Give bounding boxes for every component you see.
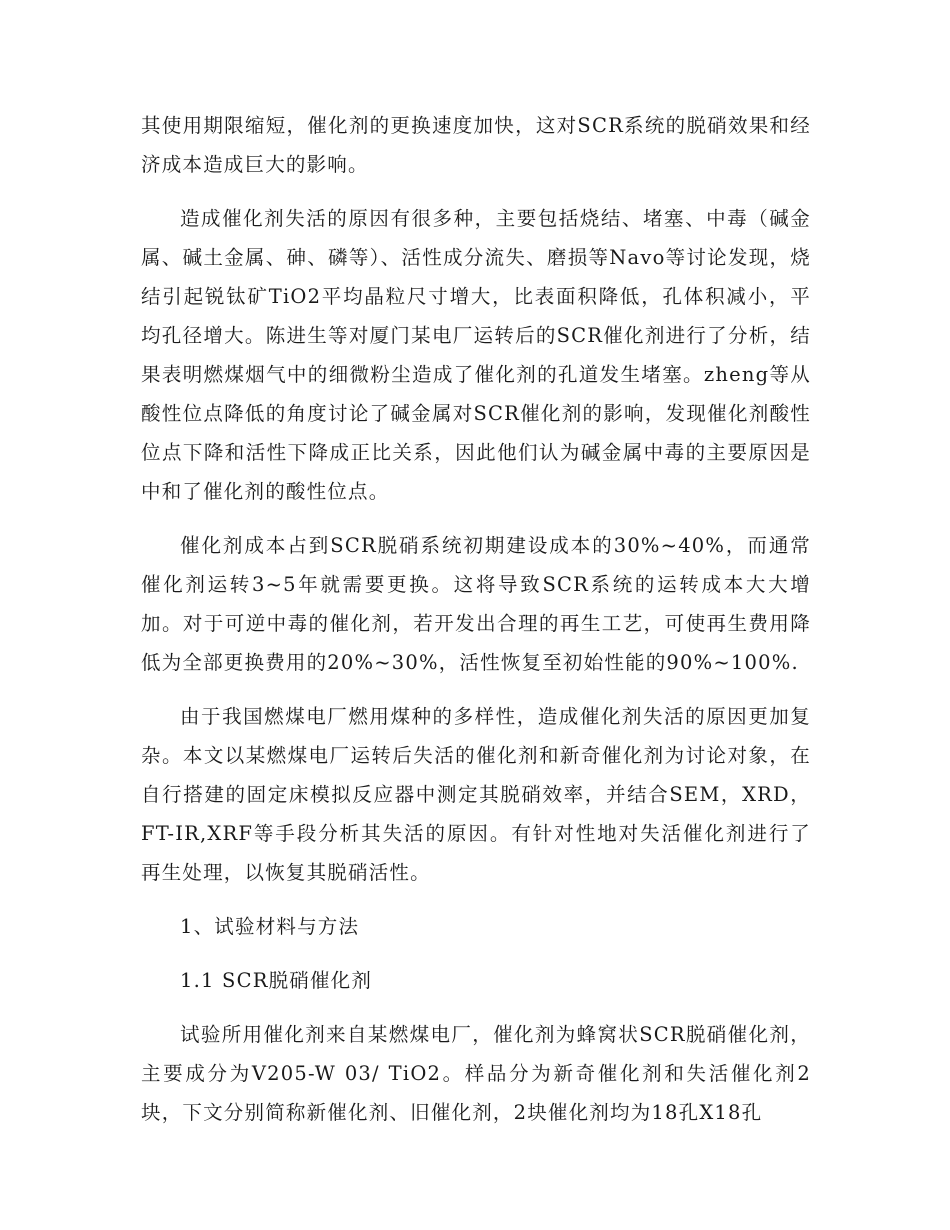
paragraph-continuation: 其使用期限缩短，催化剂的更换速度加快，这对SCR系统的脱硝效果和经济成本造成巨大的影响。 [141, 114, 811, 176]
paragraph-gap [141, 1000, 811, 1015]
paragraph-catalyst-samples: 试验所用催化剂来自某燃煤电厂，催化剂为蜂窝状SCR脱硝催化剂，主要成分为V205-W 03/ TiO2。样品分为新奇催化剂和失活催化剂2块，下文分别简称新催化剂、旧催化剂，2块催化剂均为18孔X18孔 [141, 1023, 811, 1124]
paragraph-gap [141, 946, 811, 961]
paragraph-gap [141, 184, 811, 199]
document-page [141, 106, 811, 1132]
section-heading-materials-methods: 1、试验材料与方法 [180, 915, 360, 938]
paragraph-gap [141, 511, 811, 526]
paragraph-gap [141, 682, 811, 697]
paragraph-catalyst-cost: 催化剂成本占到SCR脱硝系统初期建设成本的30%~40%，而通常催化剂运转3~5年就需要更换。这将导致SCR系统的运转成本大大增加。对于可逆中毒的催化剂，若开发出合理的再生工艺，可使再生费用降低为全部更换费用的20%~30%，活性恢复至初始性能的90%~100%. [141, 534, 811, 674]
paragraph-study-scope: 由于我国燃煤电厂燃用煤种的多样性，造成催化剂失活的原因更加复杂。本文以某燃煤电厂运转后失活的催化剂和新奇催化剂为讨论对象，在自行搭建的固定床模拟反应器中测定其脱硝效率，并结合SEM，XRD，FT-IR,XRF等手段分析其失活的原因。有针对性地对失活催化剂进行了再生处理，以恢复其脱硝活性。 [141, 705, 811, 884]
paragraph-catalyst-deactivation: 造成催化剂失活的原因有很多种，主要包括烧结、堵塞、中毒（碱金属、碱土金属、砷、磷等）、活性成分流失、磨损等Navo等讨论发现，烧结引起锐钛矿TiO2平均晶粒尺寸增大，比表面积降低，孔体积减小，平均孔径增大。陈进生等对厦门某电厂运转后的SCR催化剂进行了分析，结果表明燃煤烟气中的细微粉尘造成了催化剂的孔道发生堵塞。zheng等从酸性位点降低的角度讨论了碱金属对SCR催化剂的影响，发现催化剂酸性位点下降和活性下降成正比关系，因此他们认为碱金属中毒的主要原因是中和了催化剂的酸性位点。 [141, 207, 811, 503]
subsection-heading-scr-catalyst: 1.1 SCR脱硝催化剂 [180, 969, 373, 992]
paragraph-gap [141, 892, 811, 907]
